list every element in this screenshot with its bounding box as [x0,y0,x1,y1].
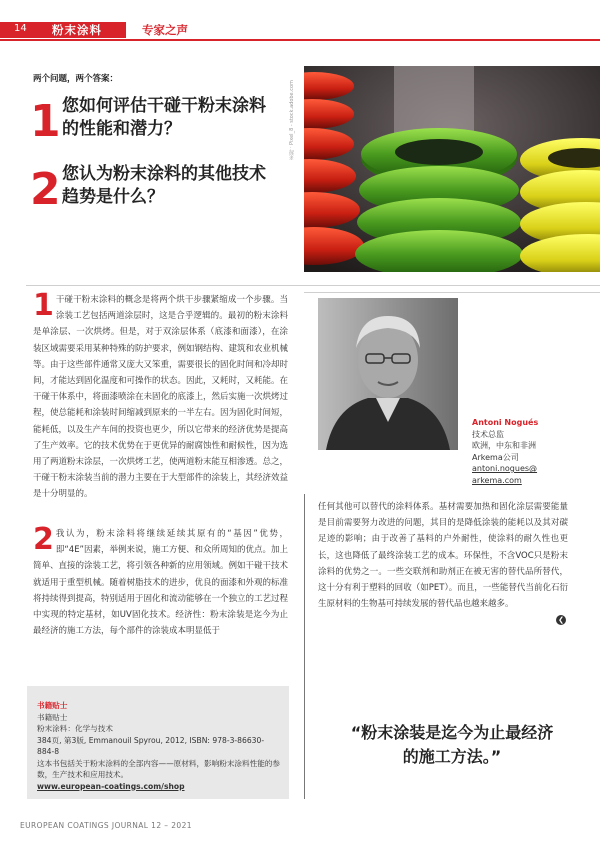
photo-credit: 来源：Pixel_8 - stock.adobe.com [289,80,295,160]
header-rule [0,39,600,41]
author-bio [472,417,538,486]
author-email-domain[interactable]: arkema.com [472,475,522,485]
section-label: 专家之声 [142,23,188,37]
question-1 [62,95,266,141]
author-portrait-illustration [318,298,458,450]
answer-2-number: 2 [33,522,54,557]
magazine-section-title: 粉末涂料 [52,23,102,37]
answer-1-text: 干碰干粉末涂料的概念是将两个烘干步骤紧缩成一个步骤。当涂装工艺包括两道涂层时，这是合乎逻辑的。最初的粉末涂料是单涂层、一次烘烤。但是，对于双涂层体系（底漆和面漆），在涂装区域需要采用某种特殊的防护要求，例如钢结构、建筑和农业机械等。由于这些部件通常又庞大又笨重，需要很长的固化时间和冷却时间，才能达到固化温度和可操作的状态。因此，又耗时，又耗能。在干碰干体系中，将面漆喷涂在未固化的底漆上，然后实施一次烘烤过程，使总能耗和涂装时间缩减到原来的一半左右。因为固化时间短，能耗低，以及生产车间的投资也更少，所以它带来的经济优势是提高了生产效率。它的技术优势在于更优异的耐腐蚀性和耐候性，因为选用了两道粉末涂层，一次烘烤工艺，使两道粉末能互相渗透。总之，干碰干粉末涂装当前的潜力主要在于大型部件的涂装上，其经济效益是十分明显的。 [33,295,289,500]
question-2-line-1: 您认为粉末涂料的其他技术 [62,164,266,184]
author-company: Arkema公司 [472,452,519,462]
question-2-line-2: 趋势是什么？ [62,187,164,207]
author-role: 技术总监 [472,429,504,439]
kicker: 两个问题，两个答案： [33,74,119,84]
book-tip-label: 书籍贴士 [37,712,68,722]
book-tip-title: 书籍贴士 [37,701,68,710]
divider [26,285,600,286]
pull-quote-line-2: 的施工方法。” [402,747,502,766]
question-1-line-2: 的性能和潜力？ [62,119,181,139]
column-divider [304,494,305,799]
springs-illustration [304,66,600,272]
author-portrait [318,298,458,450]
answer-2-text: 我认为，粉末涂料将继续延续其原有的“基因”优势，即“4E”因素，举例来说，施工方便、和众所周知的优点。加上简单、直接的涂装工艺，将引领各种新的应用领域。例如干碰干技术就适用于重型机械。随着树脂技术的进步，优良的面漆和外观的标准将持续得到提高，特别适用于固化和流动能够在一个独立的工艺过程中实现的特定基材，如UV固化技术。经济性：粉末涂装是迄今为止最经济的施工方法，每个部件的涂装成本明显低于 [33,529,289,637]
answer-1 [33,288,289,508]
page-number: 14 [14,23,27,34]
author-name: Antoni Nogués [472,418,539,427]
book-details: 384页, 第3版, Emmanouil Spyrou, 2012, ISBN: 978-3-86630-884-8 [37,735,265,756]
answer-1-number: 1 [33,288,54,323]
pull-quote [322,721,582,769]
author-email[interactable]: antoni.nogues@ [472,464,538,473]
divider [304,292,600,293]
end-mark-icon: ❮ [556,615,566,625]
question-2-number: 2 [30,164,61,215]
book-description: 这本书包括关于粉末涂料的全部内容——原材料，影响粉末涂料性能的参数，生产技术和应用技术。 [37,758,280,779]
question-2 [62,163,266,209]
question-1-number: 1 [30,96,61,147]
answer-2-continued: 任何其他可以替代的涂料体系。基材需要加热和固化涂层需要能量是目前需要努力改进的问题，其目的是降低涂装的能耗以及其对碳足迹的影响；由于改善了基料的户外耐性，使涂料的耐久性也更长，这也降低了最终涂装工艺的成本。环保性，不含VOC只是粉末涂料的优势之一。一些交联剂和助剂正在被无害的替代品所替代，这十分有利于塑料的回收（如PET）。而且，一些能替代当前化石衍生原材料的生物基可持续发展的替代品也越来越多。 [318,502,568,610]
answer-2 [33,522,289,676]
question-1-line-1: 您如何评估干碰干粉末涂料 [62,96,266,116]
author-region: 欧洲，中东和非洲 [472,441,536,450]
book-tip-box [27,686,289,799]
book-name: 粉末涂料：化学与技术 [37,724,113,733]
footer: EUROPEAN COATINGS JOURNAL 12 – 2021 [20,821,192,830]
book-shop-link[interactable]: www.european-coatings.com/shop [37,781,185,791]
springs-photo [304,66,600,272]
pull-quote-line-1: “粉末涂装是迄今为止最经济 [350,723,554,742]
